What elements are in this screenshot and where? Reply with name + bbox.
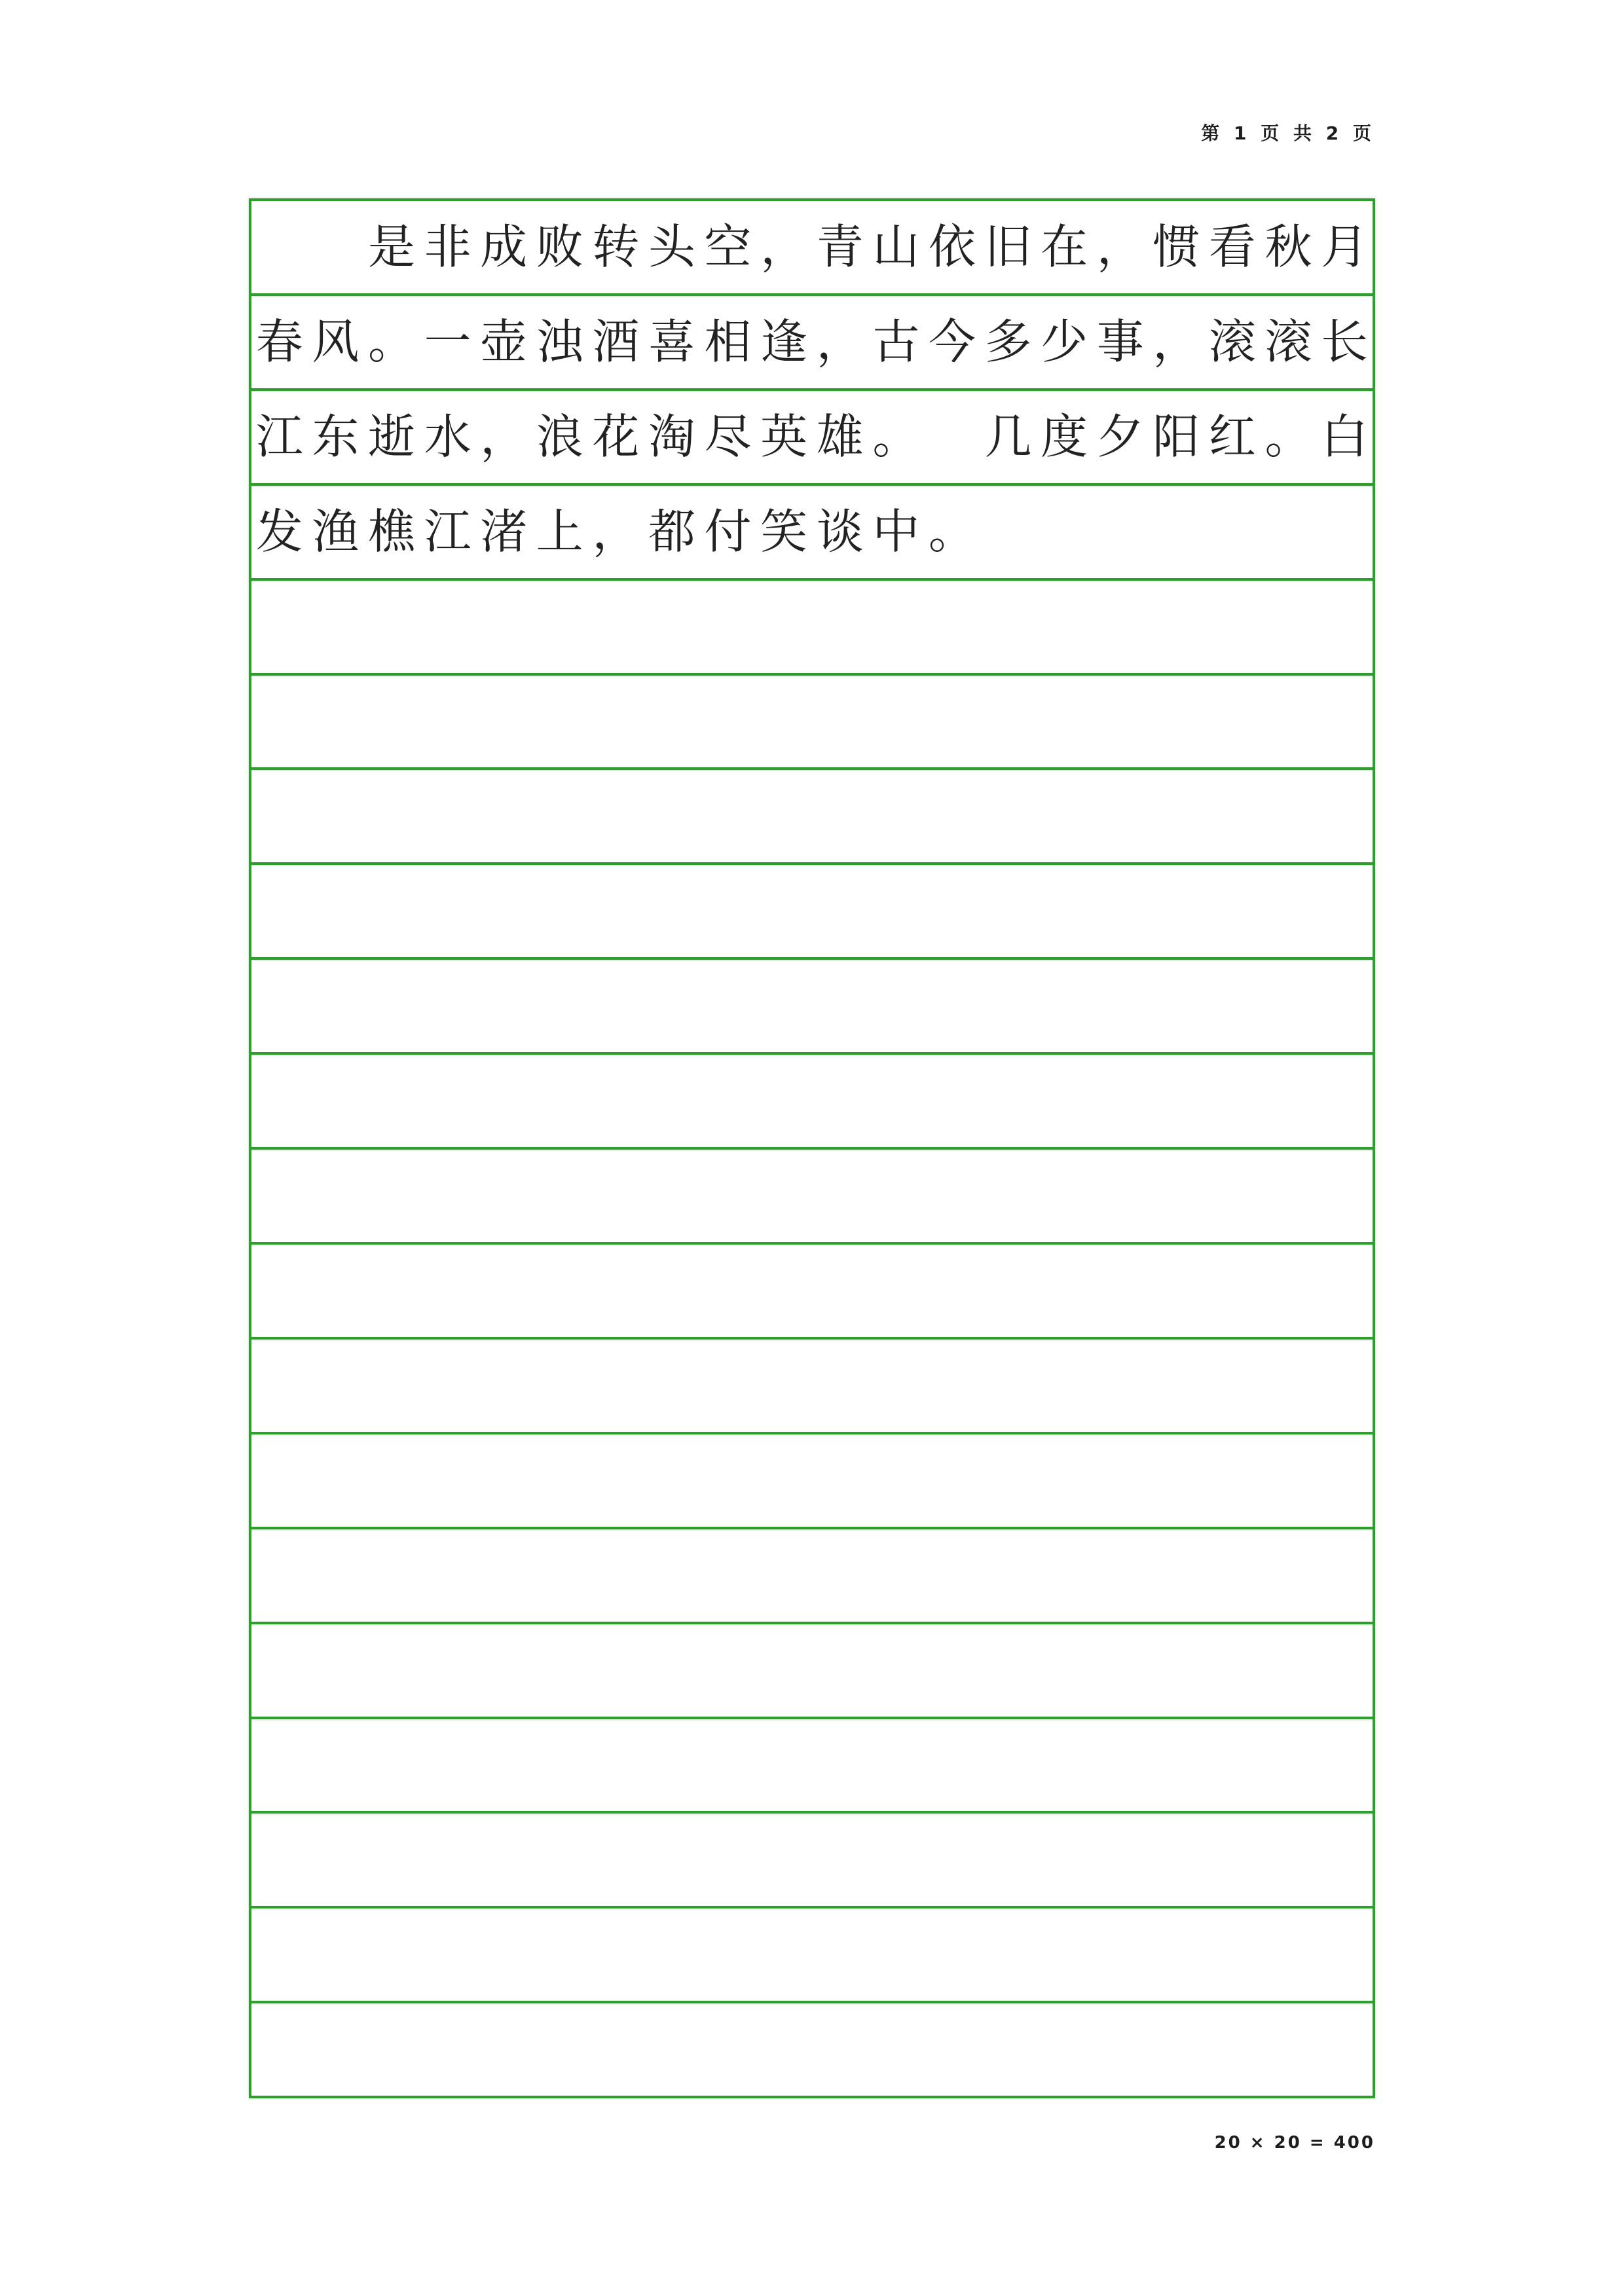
- character-cell: 多: [984, 314, 1032, 370]
- grid-row: [251, 486, 1373, 581]
- empty-cell: [308, 201, 364, 293]
- character-cell: 逢: [760, 314, 808, 370]
- character-cell: 淘: [648, 409, 695, 465]
- character-cell: 尽: [704, 409, 752, 465]
- character-cell: 在: [1041, 219, 1088, 275]
- grid-row: [251, 1245, 1373, 1339]
- character-cell: 空: [704, 219, 752, 275]
- character-cell: ，: [816, 314, 864, 370]
- grid-row: [251, 770, 1373, 865]
- character-cell: 上: [536, 504, 583, 560]
- grid-row: [251, 1908, 1373, 2003]
- grid-row: [251, 1813, 1373, 1908]
- grid-row: [251, 865, 1373, 960]
- character-cell: 败: [536, 219, 583, 275]
- page-number-header: 第 1 页 共 2 页: [1201, 122, 1375, 144]
- grid-row: [251, 1150, 1373, 1245]
- empty-cell: [1149, 486, 1205, 578]
- grid-row: [251, 1339, 1373, 1434]
- character-cell: 成: [480, 219, 528, 275]
- character-cell: 看: [1208, 219, 1256, 275]
- character-cell: 旧: [984, 219, 1032, 275]
- character-cell: 渚: [480, 504, 528, 560]
- grid-row: [251, 960, 1373, 1055]
- character-cell: 逝: [367, 409, 415, 465]
- empty-cell: [1261, 486, 1317, 578]
- grid-row: [251, 1719, 1373, 1814]
- character-cell: 一: [424, 314, 471, 370]
- grid-row: [251, 1055, 1373, 1150]
- character-cell: 付: [704, 504, 752, 560]
- character-cell: 转: [592, 219, 640, 275]
- character-cell: 依: [928, 219, 976, 275]
- character-cell: 江: [255, 409, 303, 465]
- character-cell: 笑: [760, 504, 808, 560]
- character-cell: 红: [1208, 409, 1256, 465]
- character-cell: 头: [648, 219, 695, 275]
- empty-cell: [251, 201, 308, 293]
- character-cell: 英: [760, 409, 808, 465]
- character-cell: 壶: [480, 314, 528, 370]
- character-cell: 中: [872, 504, 920, 560]
- grid-row: [251, 1624, 1373, 1719]
- grid-row: [251, 581, 1373, 676]
- empty-cell: [1092, 486, 1149, 578]
- writing-grid: [249, 198, 1375, 2098]
- character-cell: 古: [872, 314, 920, 370]
- character-cell: 相: [704, 314, 752, 370]
- character-cell: 青: [816, 219, 864, 275]
- character-cell: 山: [872, 219, 920, 275]
- character-cell: 度: [1041, 409, 1088, 465]
- grid-row: [251, 1529, 1373, 1624]
- grid-row: [251, 2003, 1373, 2096]
- character-cell: ，: [760, 219, 808, 275]
- character-cell: 花: [592, 409, 640, 465]
- empty-cell: [1036, 486, 1092, 578]
- character-cell: 喜: [648, 314, 695, 370]
- character-cell: 春: [255, 314, 303, 370]
- character-cell: 谈: [816, 504, 864, 560]
- empty-cell: [1204, 486, 1261, 578]
- character-cell: 浊: [536, 314, 583, 370]
- character-cell: 惯: [1153, 219, 1200, 275]
- grid-row: [251, 1434, 1373, 1529]
- character-cell: 。: [872, 409, 920, 465]
- character-cell: 风: [312, 314, 360, 370]
- character-cell: 今: [928, 314, 976, 370]
- character-cell: 。: [367, 314, 415, 370]
- character-cell: 发: [255, 504, 303, 560]
- grid-row: [251, 201, 1373, 296]
- character-cell: 。: [928, 504, 976, 560]
- character-cell: 月: [1321, 219, 1369, 275]
- character-cell: 非: [424, 219, 471, 275]
- character-cell: 酒: [592, 314, 640, 370]
- character-cell: 渔: [312, 504, 360, 560]
- character-cell: 秋: [1264, 219, 1312, 275]
- character-cell: 江: [424, 504, 471, 560]
- character-cell: 浪: [536, 409, 583, 465]
- character-cell: 少: [1041, 314, 1088, 370]
- character-cell: 都: [648, 504, 695, 560]
- character-cell: 水: [424, 409, 471, 465]
- empty-cell: [980, 486, 1037, 578]
- character-cell: ，: [592, 504, 640, 560]
- character-cell: ，: [1096, 219, 1144, 275]
- character-cell: 几: [984, 409, 1032, 465]
- character-cell: 夕: [1096, 409, 1144, 465]
- character-cell: 白: [1321, 409, 1369, 465]
- character-cell: ，: [1153, 314, 1200, 370]
- grid-row: [251, 296, 1373, 391]
- empty-cell: [924, 391, 980, 483]
- character-cell: 滚: [1208, 314, 1256, 370]
- character-cell: 长: [1321, 314, 1369, 370]
- grid-row: [251, 391, 1373, 486]
- grid-size-footer: 20 × 20 = 400: [1214, 2133, 1375, 2153]
- character-cell: 阳: [1153, 409, 1200, 465]
- character-cell: 东: [312, 409, 360, 465]
- character-cell: 是: [367, 219, 415, 275]
- character-cell: ，: [480, 409, 528, 465]
- character-cell: 事: [1096, 314, 1144, 370]
- character-cell: 雄: [816, 409, 864, 465]
- character-cell: 滚: [1264, 314, 1312, 370]
- grid-row: [251, 676, 1373, 771]
- character-cell: 。: [1264, 409, 1312, 465]
- character-cell: 樵: [367, 504, 415, 560]
- empty-cell: [1316, 486, 1373, 578]
